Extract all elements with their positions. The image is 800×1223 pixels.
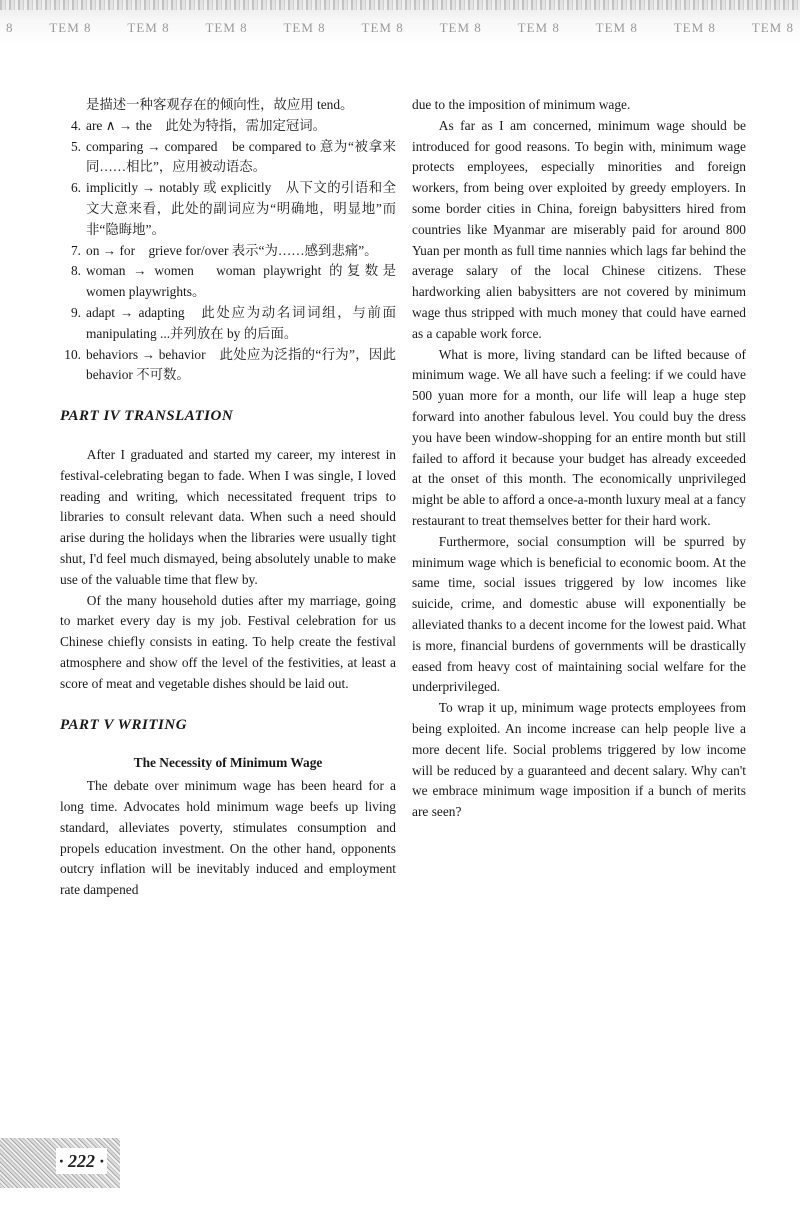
answer-key-continuation: 是描述一种客观存在的倾向性，故应用 tend。 <box>86 97 354 112</box>
answer-key-item <box>60 241 396 262</box>
running-header <box>0 0 800 44</box>
header-item: TEM 8 <box>751 20 794 35</box>
answer-key-item <box>60 303 396 345</box>
essay-paragraph: What is more, living standard can be lifted because of minimum wage. We all have such a feeling: if we could have 500 yuan more for a month, our life will leap a huge step forward into another fabulous level. You could buy the dress you have been window-shopping for an entire month but still failed to afford it because your budget has already exceeded at the onset of this month. The economically unprivileged might be able to afford a once-a-month luxury meal at a fancy restaurant to treat themselves better for their hard work. <box>412 346 746 528</box>
part-4-heading: PART IV TRANSLATION <box>60 408 234 425</box>
left-column <box>60 95 396 901</box>
item-number: 6. <box>70 180 81 196</box>
item-number: 10. <box>64 346 81 362</box>
answer-key-item <box>60 345 396 387</box>
page-number: · 222 · <box>56 1148 107 1174</box>
item-text: adapt → adapting 此处应为动名词词组，与前面 manipulating ...并列放在 by 的后面。 <box>86 304 396 341</box>
item-text: comparing → compared be compared to 意为“被拿来同……相比”，应用被动语态。 <box>86 138 396 175</box>
answer-key-item <box>60 116 396 137</box>
item-number: 9. <box>70 304 81 320</box>
header-item: TEM 8 <box>361 20 404 35</box>
header-item: TEM 8 <box>517 20 560 35</box>
essay-paragraph: Furthermore, social consumption will be spurred by minimum wage which is beneficial to economic boom. At the same time, social issues triggered by low incomes like suicide, crime, and domestic abuse will exponentially be alleviated thanks to a decent income for the lowest paid. What is more, financial burdens of governments will be drastically eased from heavy cost of maintaining social welfare for the underprivileged. <box>412 533 746 695</box>
answer-key-item <box>60 178 396 240</box>
item-text: implicitly → notably 或 explicitly 从下文的引语和全文大意来看，此处的副词应为“明确地，明显地”而非“隐晦地”。 <box>86 180 396 237</box>
header-item: TEM 8 <box>127 20 170 35</box>
header-decoration <box>0 0 800 10</box>
essay-paragraph: To wrap it up, minimum wage protects employees from being exploited. An income increase can help people live a more decent life. Social problems triggered by low income will be reduced by a guaranteed and decent salary. Why can't we embrace minimum wage imposition if a bunch of merits are seen? <box>412 700 746 820</box>
header-item: TEM 8 <box>439 20 482 35</box>
part-5-heading: PART V WRITING <box>60 716 188 733</box>
essay-paragraph-continuation: due to the imposition of minimum wage. <box>412 97 631 112</box>
header-item: TEM 8 <box>283 20 326 35</box>
answer-key-item <box>60 137 396 179</box>
item-text: on → for grieve for/over 表示“为……感到悲痛”。 <box>86 242 378 258</box>
item-number: 7. <box>70 242 81 258</box>
item-text: behaviors → behavior 此处应为泛指的“行为”，因此 behavior 不可数。 <box>86 346 396 383</box>
header-item: TEM 8 <box>49 20 92 35</box>
item-number: 5. <box>70 138 81 154</box>
essay-paragraph: The debate over minimum wage has been heard for a long time. Advocates hold minimum wage beefs up living standard, alleviates poverty, stimulates consumption and propels education investment. On the other hand, opponents outcry inflation will be inevitably induced and employment rate dampened <box>60 778 396 898</box>
item-number: 8. <box>70 263 81 279</box>
translation-paragraph: Of the many household duties after my marriage, going to market every day is my job. Festival celebration for us Chinese chiefly consists in eating. To help create the festival atmosphere and show off the level of the festivities, at least a score of meat and vegetable dishes should be laid out. <box>60 592 396 691</box>
header-item: TEM 8 <box>205 20 248 35</box>
header-item: 8 <box>6 20 14 35</box>
header-item: TEM 8 <box>595 20 638 35</box>
right-column <box>412 95 746 823</box>
answer-key-list <box>60 116 396 386</box>
page-footer <box>0 1138 140 1188</box>
item-number: 4. <box>70 117 81 133</box>
translation-paragraph: After I graduated and started my career, my interest in festival-celebrating began to fade. When I was single, I loved reading and writing, which necessitated frequent trips to libraries to consult relevant data. When such a need should arise during the holidays when the libraries were usually tight shut, I'd feel much dismayed, being absolutely unable to make use of the valuable time that flew by. <box>60 446 396 587</box>
item-text: woman → women woman playwright 的复数是 women playwrights。 <box>86 263 396 300</box>
item-text: are ∧ → the 此处为特指，需加定冠词。 <box>86 117 327 133</box>
header-items <box>0 20 800 40</box>
answer-key-item <box>60 261 396 303</box>
essay-paragraph: As far as I am concerned, minimum wage should be introduced for good reasons. To begin with, minimum wage protects employees, especially minorities and foreign workers, from being over exploited by greedy employers. In some border cities in China, foreign babysitters hired from countries like Myanmar are miserably paid for around 800 Yuan per month as full time nannies which lags far behind the average salary of the local Chinese citizens. These hardworking alien babysitters are not covered by minimum wage thus stripped with much money that could have earned as a capable work force. <box>412 117 746 341</box>
header-item: TEM 8 <box>673 20 716 35</box>
essay-title: The Necessity of Minimum Wage <box>133 755 323 771</box>
